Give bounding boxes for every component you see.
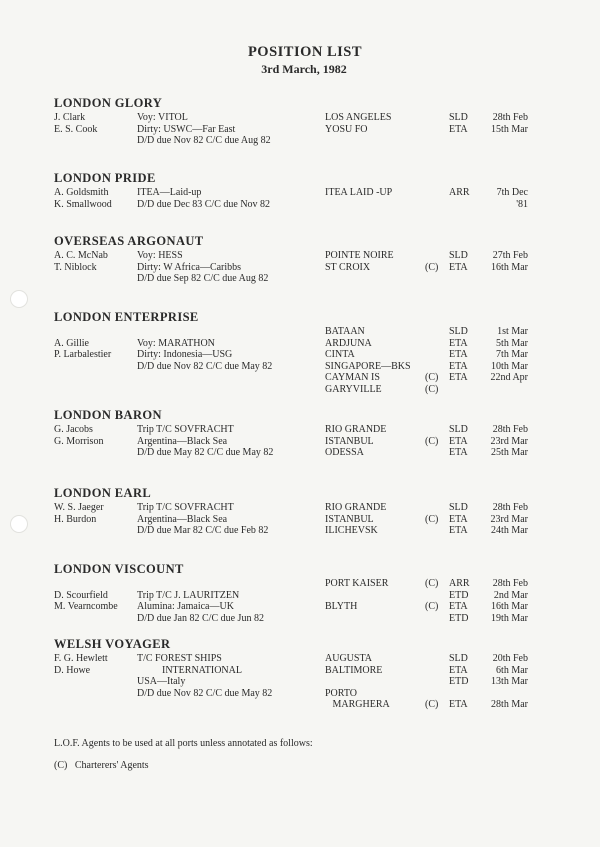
cell-details: Argentina—Black Sea xyxy=(137,435,228,447)
cell-status: ARR xyxy=(449,578,470,589)
cell-date: 24th Mar xyxy=(491,525,528,536)
vessel-row xyxy=(54,372,554,384)
vessel-block xyxy=(54,562,554,624)
vessel-row xyxy=(54,665,554,677)
legend: (C) Charterers' Agents xyxy=(54,760,149,771)
vessel-row xyxy=(54,525,554,537)
vessel-row xyxy=(54,384,554,396)
cell-details: D/D due Nov 82 C/C due Aug 82 xyxy=(137,135,271,146)
cell-port: PORTO xyxy=(325,687,358,699)
cell-details: D/D due Jan 82 C/C due Jun 82 xyxy=(137,612,264,624)
vessel-name: LONDON BARON xyxy=(54,408,162,422)
cell-c: (C) xyxy=(425,261,439,273)
vessel-row xyxy=(54,578,554,590)
cell-port: YOSU FO xyxy=(325,123,368,135)
cell-details: Dirty: USWC—Far East xyxy=(137,123,236,135)
cell-status: ETA xyxy=(449,360,468,372)
vessel-row xyxy=(54,676,554,688)
cell-port: SINGAPORE—BKS xyxy=(325,360,411,372)
vessel-block xyxy=(54,408,554,459)
cell-port: CAYMAN IS xyxy=(325,372,380,383)
cell-details: Dirty: Indonesia—USG xyxy=(137,349,233,360)
cell-details: D/D due May 82 C/C due May 82 xyxy=(137,447,274,458)
cell-status: ETA xyxy=(449,699,468,710)
cell-date: 19th Mar xyxy=(491,612,528,624)
vessel-name: LONDON VISCOUNT xyxy=(54,562,184,576)
cell-status: ETA xyxy=(449,513,468,525)
cell-port: ITEA LAID -UP xyxy=(325,187,393,198)
cell-details: Dirty: W Africa—Caribbs xyxy=(137,261,242,273)
cell-date: '81 xyxy=(516,198,528,210)
vessel-row xyxy=(54,590,554,602)
cell-details: ITEA—Laid-up xyxy=(137,187,202,198)
vessel-row xyxy=(54,613,554,625)
cell-status: SLD xyxy=(449,502,468,513)
cell-date: 1st Mar xyxy=(497,326,528,337)
cell-status: ETA xyxy=(449,372,468,383)
punch-hole xyxy=(10,290,28,308)
cell-status: SLD xyxy=(449,424,468,435)
cell-details: D/D due Nov 82 C/C due May 82 xyxy=(137,687,273,699)
cell-details: D/D due Mar 82 C/C due Feb 82 xyxy=(137,525,269,536)
cell-c: (C) xyxy=(425,435,439,447)
vessel-block xyxy=(54,310,554,395)
cell-c: (C) xyxy=(425,578,439,589)
cell-port: BLYTH xyxy=(325,601,358,612)
cell-manager: P. Larbalestier xyxy=(54,349,112,360)
vessel-row xyxy=(54,187,554,199)
cell-port: LOS ANGELES xyxy=(325,112,392,123)
cell-port: MARGHERA xyxy=(325,699,390,710)
cell-manager: J. Clark xyxy=(54,112,86,123)
vessel-name: LONDON GLORY xyxy=(54,96,163,110)
cell-status: ETA xyxy=(449,337,468,349)
vessel-name: OVERSEAS ARGONAUT xyxy=(54,234,204,248)
cell-details: Alumina: Jamaica—UK xyxy=(137,601,234,612)
cell-manager: A. Goldsmith xyxy=(54,187,109,198)
cell-c: (C) xyxy=(425,383,439,395)
cell-date: 2nd Mar xyxy=(493,589,528,601)
cell-status: ETA xyxy=(449,447,468,458)
cell-date: 13th Mar xyxy=(491,676,528,687)
cell-date: 23rd Mar xyxy=(490,435,528,447)
cell-date: 28th Feb xyxy=(492,502,528,513)
header xyxy=(0,44,600,77)
cell-status: ETA xyxy=(449,435,468,447)
cell-status: SLD xyxy=(449,653,468,664)
cell-date: 28th Feb xyxy=(492,578,528,589)
footnote: L.O.F. Agents to be used at all ports unless annotated as follows: xyxy=(54,738,313,749)
vessel-row xyxy=(54,124,554,136)
vessel-row xyxy=(54,349,554,361)
vessel-row xyxy=(54,653,554,665)
cell-manager: G. Morrison xyxy=(54,435,104,447)
cell-status: ETA xyxy=(449,664,468,676)
cell-date: 16th Mar xyxy=(491,261,528,273)
cell-c: (C) xyxy=(425,372,439,383)
vessel-row xyxy=(54,273,554,285)
cell-manager: H. Burdon xyxy=(54,513,97,525)
cell-port: ILICHEVSK xyxy=(325,525,378,536)
cell-port: RIO GRANDE xyxy=(325,502,387,513)
cell-manager: A. Gillie xyxy=(54,337,89,349)
cell-port: RIO GRANDE xyxy=(325,424,387,435)
cell-status: SLD xyxy=(449,326,468,337)
cell-manager: A. C. McNab xyxy=(54,250,108,261)
cell-status: ETA xyxy=(449,525,468,536)
cell-details: Voy: HESS xyxy=(137,250,183,261)
page-title: POSITION LIST xyxy=(247,44,363,60)
cell-c: (C) xyxy=(425,699,439,710)
cell-status: ETD xyxy=(449,589,469,601)
vessel-name: WELSH VOYAGER xyxy=(54,637,171,651)
vessel-row xyxy=(54,326,554,338)
cell-details: Voy: VITOL xyxy=(137,112,188,123)
cell-date: 7th Dec xyxy=(496,187,528,198)
cell-status: ETA xyxy=(449,123,468,135)
cell-manager: E. S. Cook xyxy=(54,123,98,135)
vessel-row xyxy=(54,262,554,274)
cell-port: ODESSA xyxy=(325,447,364,458)
vessel-row xyxy=(54,424,554,436)
cell-port: ISTANBUL xyxy=(325,435,374,447)
cell-details: Voy: MARATHON xyxy=(137,337,215,349)
vessel-row xyxy=(54,338,554,350)
cell-date: 23rd Mar xyxy=(490,513,528,525)
cell-status: ETD xyxy=(449,612,469,624)
cell-date: 15th Mar xyxy=(491,123,528,135)
cell-port: BATAAN xyxy=(325,326,365,337)
vessel-name: LONDON PRIDE xyxy=(54,171,156,185)
cell-details: D/D due Nov 82 C/C due May 82 xyxy=(137,360,273,372)
cell-port: ST CROIX xyxy=(325,261,371,273)
cell-date: 27th Feb xyxy=(492,250,528,261)
vessel-row xyxy=(54,502,554,514)
punch-hole xyxy=(10,515,28,533)
cell-port: PORT KAISER xyxy=(325,578,389,589)
cell-manager: G. Jacobs xyxy=(54,424,93,435)
cell-details: Trip T/C J. LAURITZEN xyxy=(137,589,240,601)
vessel-block xyxy=(54,171,554,210)
vessel-name: LONDON EARL xyxy=(54,486,152,500)
cell-manager: D. Scourfield xyxy=(54,589,108,601)
cell-port: AUGUSTA xyxy=(325,653,372,664)
cell-c: (C) xyxy=(425,513,439,525)
vessel-block xyxy=(54,234,554,285)
cell-details: USA—Italy xyxy=(137,676,186,687)
cell-manager: T. Niblock xyxy=(54,261,97,273)
cell-c: (C) xyxy=(425,601,439,612)
cell-status: ETA xyxy=(449,261,468,273)
cell-date: 7th Mar xyxy=(496,349,528,360)
cell-date: 28th Mar xyxy=(491,699,528,710)
cell-date: 28th Feb xyxy=(492,424,528,435)
vessel-row xyxy=(54,361,554,373)
vessel-block xyxy=(54,486,554,537)
cell-details: Argentina—Black Sea xyxy=(137,513,228,525)
vessel-row xyxy=(54,514,554,526)
cell-port: BALTIMORE xyxy=(325,664,383,676)
cell-status: ETA xyxy=(449,601,468,612)
cell-details: T/C FOREST SHIPS xyxy=(137,653,222,664)
cell-date: 5th Mar xyxy=(496,337,528,349)
cell-date: 25th Mar xyxy=(491,447,528,458)
cell-status: ARR xyxy=(449,187,470,198)
cell-date: 28th Feb xyxy=(492,112,528,123)
vessel-row xyxy=(54,688,554,700)
cell-details: Trip T/C SOVFRACHT xyxy=(137,424,234,435)
vessel-row xyxy=(54,447,554,459)
cell-details: D/D due Sep 82 C/C due Aug 82 xyxy=(137,273,269,284)
vessel-row xyxy=(54,699,554,711)
cell-manager: M. Vearncombe xyxy=(54,601,118,612)
cell-port: GARYVILLE xyxy=(325,383,382,395)
cell-manager: D. Howe xyxy=(54,664,91,676)
cell-port: CINTA xyxy=(325,349,355,360)
vessel-row xyxy=(54,250,554,262)
cell-port: ARDJUNA xyxy=(325,337,372,349)
cell-manager: K. Smallwood xyxy=(54,198,112,210)
vessel-row xyxy=(54,436,554,448)
cell-date: 6th Mar xyxy=(496,664,528,676)
cell-date: 10th Mar xyxy=(491,360,528,372)
cell-manager: W. S. Jaeger xyxy=(54,502,104,513)
vessel-row xyxy=(54,135,554,147)
cell-port: POINTE NOIRE xyxy=(325,250,394,261)
vessel-row xyxy=(54,601,554,613)
cell-status: SLD xyxy=(449,112,468,123)
cell-manager: F. G. Hewlett xyxy=(54,653,108,664)
vessel-block xyxy=(54,96,554,147)
cell-details: D/D due Dec 83 C/C due Nov 82 xyxy=(137,198,271,210)
cell-date: 16th Mar xyxy=(491,601,528,612)
cell-status: ETD xyxy=(449,676,469,687)
vessel-name: LONDON ENTERPRISE xyxy=(54,310,199,324)
cell-status: ETA xyxy=(449,349,468,360)
cell-details: INTERNATIONAL xyxy=(137,664,242,676)
cell-port: ISTANBUL xyxy=(325,513,374,525)
page-date: 3rd March, 1982 xyxy=(261,62,347,76)
cell-status: SLD xyxy=(449,250,468,261)
vessel-row xyxy=(54,199,554,211)
cell-date: 22nd Apr xyxy=(490,372,528,383)
cell-date: 20th Feb xyxy=(492,653,528,664)
vessel-block xyxy=(54,637,554,711)
cell-details: Trip T/C SOVFRACHT xyxy=(137,502,234,513)
vessel-row xyxy=(54,112,554,124)
